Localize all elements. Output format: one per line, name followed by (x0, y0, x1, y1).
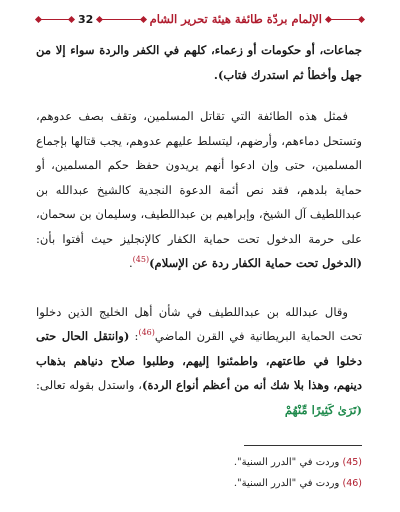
footnote-text: وردت في "الدرر السنية". (233, 478, 340, 489)
footnote-ref-46[interactable]: (46) (138, 328, 155, 338)
footnote-45 (36, 452, 362, 473)
footnote-46 (36, 473, 362, 494)
header-ornament-left (38, 19, 72, 20)
footnote-separator (244, 445, 362, 446)
footnote-number: (45) (342, 457, 362, 468)
header-ornament-rule (99, 19, 143, 20)
page-header (32, 8, 368, 30)
quran-verse: (تَرَىٰ كَثِيرًا مِّنْهُمْ (284, 402, 362, 417)
quote-apostasy: (وانتقل الحال حتى دخلوا في طاعتهم، واطمئنوا إليهم، وطلبوا صلاح دنياهم بذهاب دينهم، وهذا بلا شك أنه من أعظم أنواع الردة) (36, 329, 362, 392)
running-title: الإلمام بردّة طائفة هيئة تحرير الشام (149, 12, 322, 26)
main-text (36, 38, 362, 422)
paragraph-2: فمثل هذه الطائفة التي تقاتل المسلمين، وتقف بصف عدوهم، وتستحل دماءهم، وأرضهم، ليتسلط عليهم عدوهم، يجب قتالها بإجماع المسلمين، حتى وإن ادعوا أنهم يريدون حفظ حكم المسلمين، أو حماية بلدهم، فقد نص أئمة الدعوة النجدية كالشيخ عبدالله بن عبداللطيف آل الشيخ، وإبراهيم بن عبداللطيف، وسليمان بن سحمان، على حرمة الدخول تحت حماية الكفار كالإنجليز حيث أفتوا بأن: (الدخول تحت حماية الكفار ردة عن الإسلام)$^{(45)}$. (36, 109, 362, 270)
footnote-number: (46) (342, 478, 362, 489)
quote-protection-ruling: (الدخول تحت حماية الكفار ردة عن الإسلام) (149, 256, 362, 270)
header-ornament-right (328, 19, 362, 20)
paragraph-3-colon: : (129, 329, 139, 343)
footnote-ref-45[interactable]: (45) (132, 255, 150, 265)
paragraph-3-text-a: وقال عبدالله بن عبداللطيف في شأن أهل الخليج الذين دخلوا تحت الحماية البريطانية في القرن الماضي (36, 304, 363, 343)
footnote-text: وردت في "الدرر السنية". (233, 457, 340, 468)
page-number: 32 (78, 12, 94, 26)
paragraph-2-text: فمثل هذه الطائفة التي تقاتل المسلمين، وتقف بصف عدوهم، وتستحل دماءهم، وأرضهم، ليتسلط عليهم عدوهم، يجب قتالها بإجماع المسلمين، حتى وإن ادعوا أنهم يريدون حفظ حكم المسلمين، أو حماية بلدهم، فقد نص أئمة الدعوة النجدية كالشيخ عبدالله بن عبداللطيف آل الشيخ، وإبراهيم بن عبداللطيف، وسليمان بن سحمان، على حرمة الدخول تحت حماية الكفار كالإنجليز حيث أفتوا بأن: (36, 109, 362, 246)
footnotes (36, 452, 362, 494)
paragraph-1: جماعات، أو حكومات أو زعماء، كلهم في الكفر والردة سواء إلا من جهل وأخطأ ثم استدرك فتاب). (36, 43, 362, 82)
paragraph-3 (36, 300, 362, 423)
paragraph-3-text-c: ، واستدل بقوله تعالى: (36, 378, 142, 392)
